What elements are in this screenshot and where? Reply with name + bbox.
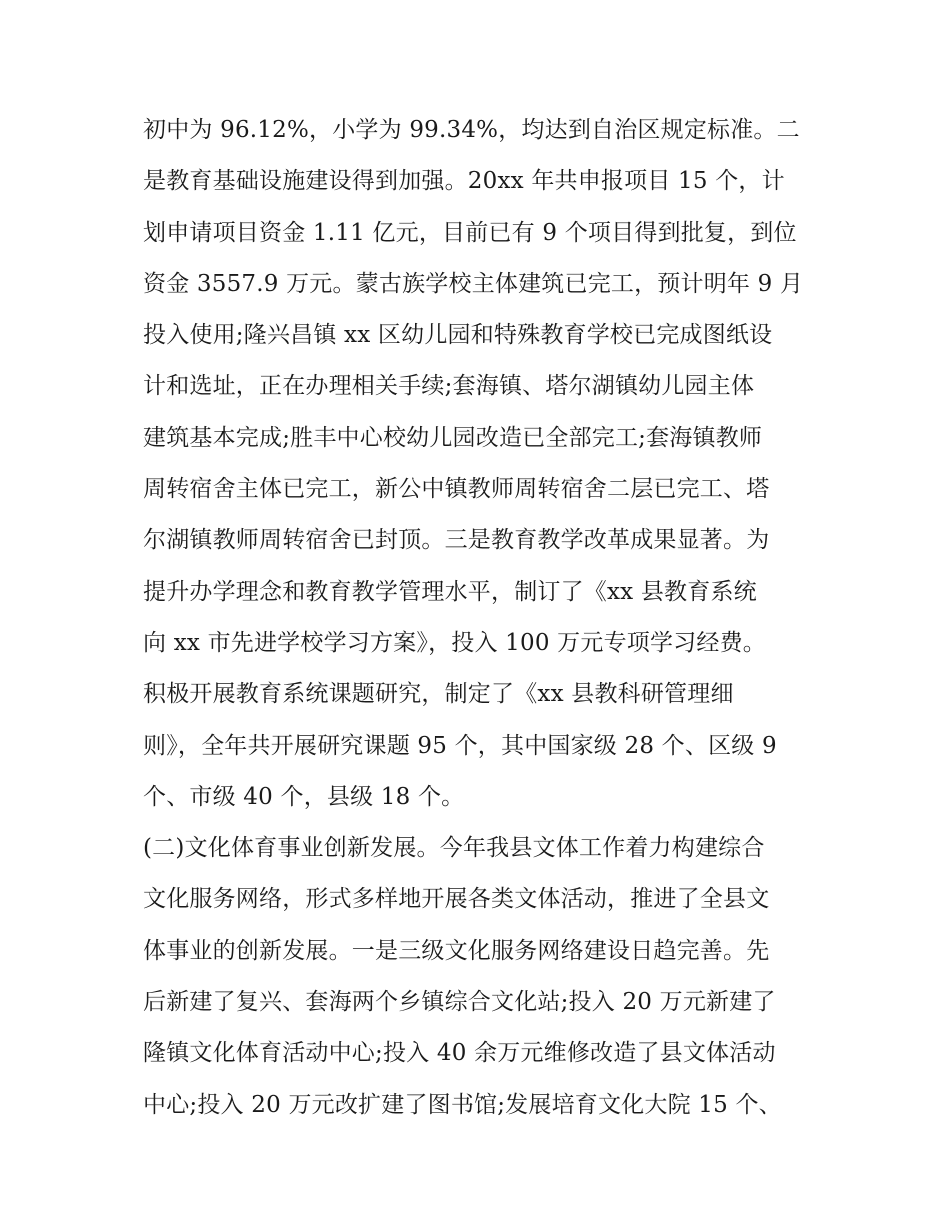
text-line: 是教育基础设施建设得到加强。20xx 年共申报项目 15 个，计 bbox=[143, 168, 785, 195]
text-line: 建筑基本完成;胜丰中心校幼儿园改造已全部完工;套海镇教师 bbox=[143, 424, 763, 451]
text-line: 隆镇文化体育活动中心;投入 40 余万元维修改造了县文体活动 bbox=[143, 1040, 776, 1067]
text-line: 则》，全年共开展研究课题 95 个，其中国家级 28 个、区级 9 bbox=[143, 732, 777, 759]
text-line: 尔湖镇教师周转宿舍已封顶。三是教育教学改革成果显著。为 bbox=[143, 527, 770, 554]
text-line: 文化服务网络，形式多样地开展各类文体活动，推进了全县文 bbox=[143, 886, 770, 913]
text-line: 后新建了复兴、套海两个乡镇综合文化站;投入 20 万元新建了 bbox=[143, 989, 776, 1016]
text-line: 向 xx 市先进学校学习方案》，投入 100 万元专项学习经费。 bbox=[143, 629, 766, 656]
text-line: 体事业的创新发展。一是三级文化服务网络建设日趋完善。先 bbox=[143, 937, 770, 964]
text-line: 资金 3557.9 万元。蒙古族学校主体建筑已完工，预计明年 9 月 bbox=[143, 270, 804, 297]
text-line: 周转宿舍主体已完工，新公中镇教师周转宿舍二层已完工、塔 bbox=[143, 476, 770, 503]
text-line: 投入使用;隆兴昌镇 xx 区幼儿园和特殊教育学校已完成图纸设 bbox=[143, 322, 773, 349]
text-line: 计和选址，正在办理相关手续;套海镇、塔尔湖镇幼儿园主体 bbox=[143, 373, 755, 400]
section-heading-line: (二)文化体育事业创新发展。今年我县文体工作着力构建综合 bbox=[143, 835, 765, 862]
body-text bbox=[143, 105, 823, 1131]
text-line: 个、市级 40 个，县级 18 个。 bbox=[143, 783, 465, 810]
text-line: 积极开展教育系统课题研究，制定了《xx 县教科研管理细 bbox=[143, 681, 734, 708]
text-line: 初中为 96.12%，小学为 99.34%，均达到自治区规定标准。二 bbox=[143, 117, 800, 143]
text-line: 中心;投入 20 万元改扩建了图书馆;发展培育文化大院 15 个、 bbox=[143, 1091, 782, 1118]
text-line: 提升办学理念和教育教学管理水平，制订了《xx 县教育系统 bbox=[143, 578, 757, 605]
text-line: 划申请项目资金 1.11 亿元，目前已有 9 个项目得到批复，到位 bbox=[143, 219, 797, 246]
